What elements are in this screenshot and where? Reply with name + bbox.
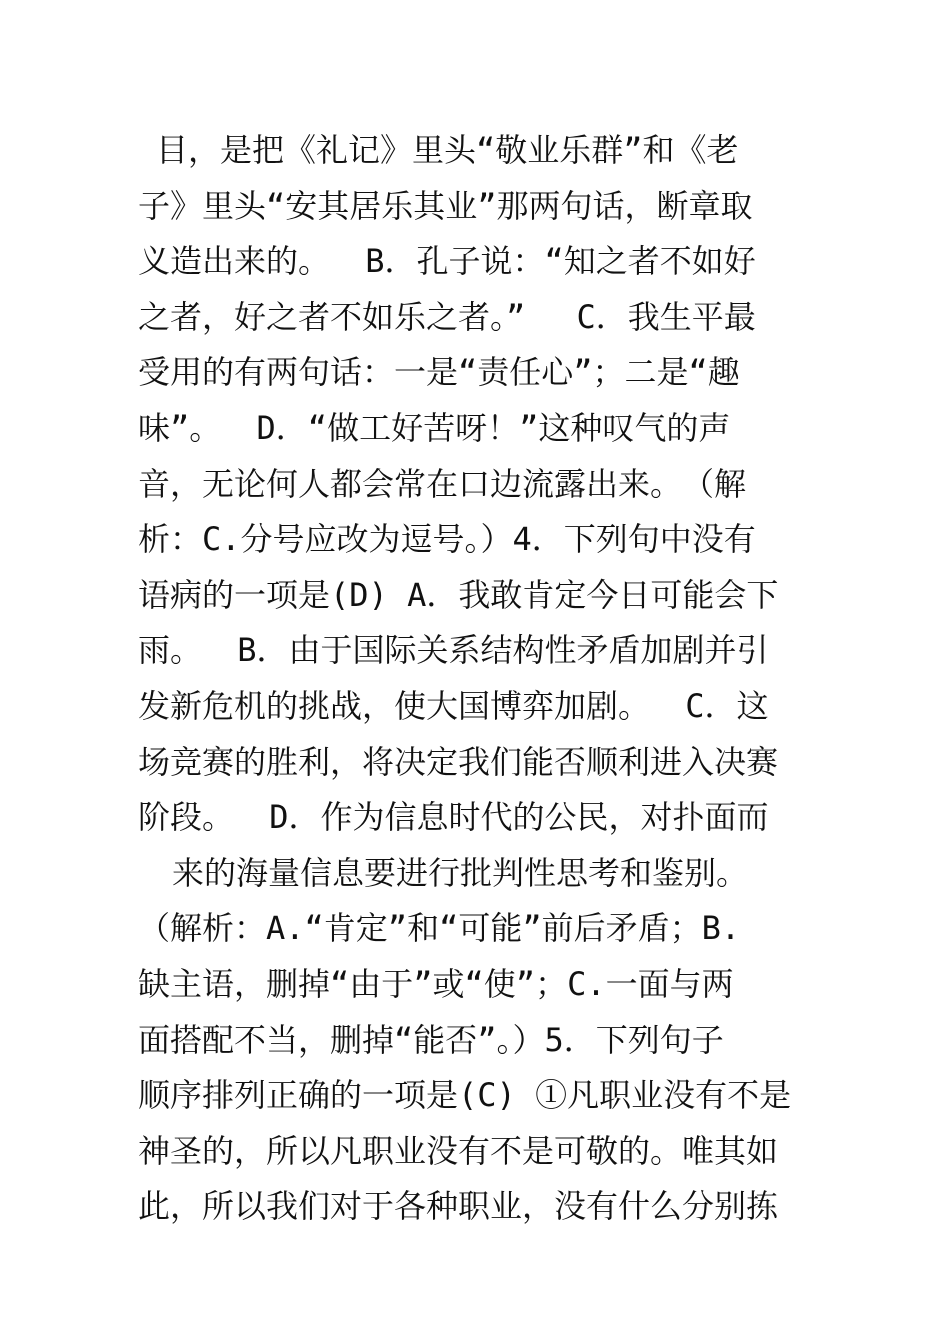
text-line: 神圣的，所以凡职业没有不是可敬的。唯其如 — [138, 1131, 779, 1170]
text-line: 缺主语，删掉“由于”或“使”；C.一面与两 — [138, 964, 734, 1003]
text-line: 语病的一项是(D) A．我敢肯定今日可能会下 — [138, 575, 779, 614]
text-line: 之者，好之者不如乐之者。” C．我生平最 — [138, 297, 756, 336]
text-line: 目，是把《礼记》里头“敬业乐群”和《老 — [156, 131, 739, 169]
text-line: 雨。 B．由于国际关系结构性矛盾加剧并引 — [138, 631, 769, 670]
text-line: 场竞赛的胜利，将决定我们能否顺利进入决赛 — [138, 742, 779, 781]
text-line: 音，无论何人都会常在口边流露出来。 （解 — [138, 464, 747, 503]
text-line: 味”。 D．“做工好苦呀！”这种叹气的声 — [138, 408, 731, 447]
text-line: 子》里头“安其居乐其业”那两句话，断章取 — [138, 186, 753, 225]
text-line: 来的海量信息要进行批判性思考和鉴别。 — [172, 853, 749, 892]
text-line: 发新危机的挑战，使大国博弈加剧。 C．这 — [138, 686, 769, 725]
text-line: 受用的有两句话：一是“责任心”；二是“趣 — [138, 353, 740, 392]
text-line: 此，所以我们对于各种职业，没有什么分别拣 — [138, 1187, 779, 1226]
document-body — [138, 123, 818, 1235]
text-line: 析：C.分号应改为逗号。）4．下列句中没有 — [138, 520, 756, 559]
text-line: 顺序排列正确的一项是(C) ①凡职业没有不是 — [138, 1076, 792, 1115]
text-line: 阶段。 D．作为信息时代的公民，对扑面而 — [138, 798, 769, 837]
text-line: 面搭配不当，删掉“能否”。）5．下列句子 — [138, 1020, 724, 1059]
text-line: 义造出来的。 B．孔子说：“知之者不如好 — [138, 242, 756, 281]
text-line: （解析：A.“肯定”和“可能”前后矛盾；B. — [138, 909, 741, 948]
